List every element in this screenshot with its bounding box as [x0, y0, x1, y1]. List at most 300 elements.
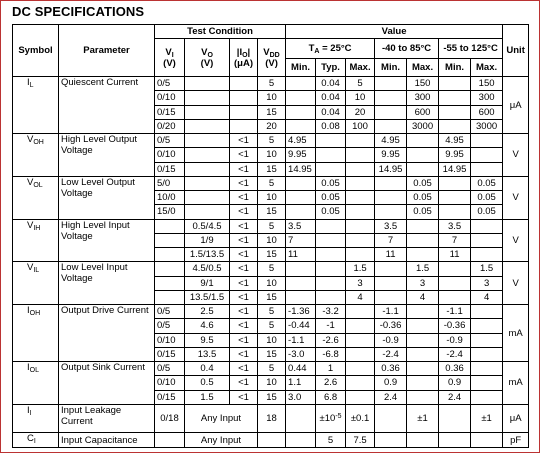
value-cell: 0.04 — [316, 105, 346, 119]
value-cell: 11 — [286, 248, 316, 262]
value-cell — [471, 433, 503, 448]
value-cell: 1.5 — [346, 262, 375, 276]
value-cell — [407, 333, 439, 347]
value-cell: 7 — [439, 233, 471, 247]
table-row — [13, 219, 529, 233]
value-cell — [346, 305, 375, 319]
header-max: Max. — [471, 59, 503, 77]
table-row — [13, 305, 529, 319]
value-cell — [439, 276, 471, 290]
page-title: DC SPECIFICATIONS — [12, 4, 145, 19]
value-cell: <1 — [230, 205, 258, 219]
header-ta-25: $T_A = 25^\circ C$ — [286, 39, 375, 59]
value-cell: 0.05 — [471, 191, 503, 205]
value-cell: 2.5 — [185, 305, 230, 319]
value-cell: 300 — [471, 91, 503, 105]
value-cell: <1 — [230, 191, 258, 205]
parameter-cell: Input Leakage Current — [59, 404, 155, 433]
value-cell: 0/10 — [155, 91, 185, 105]
value-cell: 4.95 — [286, 134, 316, 148]
value-cell — [185, 134, 230, 148]
header-min: Min. — [375, 59, 407, 77]
value-cell: -0.9 — [439, 333, 471, 347]
value-cell — [471, 319, 503, 333]
symbol-cell — [13, 219, 59, 262]
value-cell — [375, 290, 407, 304]
symbol-subscript: OL — [33, 181, 43, 189]
header-range-85: -40 to 85°C — [375, 39, 439, 59]
value-cell: 0.36 — [439, 362, 471, 376]
parameter-cell: Low Level Output Voltage — [59, 176, 155, 219]
value-cell — [155, 433, 185, 448]
value-cell — [471, 219, 503, 233]
value-cell: 0.4 — [185, 362, 230, 376]
value-cell: 4.5/0.5 — [185, 262, 230, 276]
header-unit: Unit — [503, 25, 529, 77]
value-cell: -6.8 — [316, 347, 346, 361]
value-cell — [230, 105, 258, 119]
value-cell: 2.4 — [439, 390, 471, 404]
value-cell: 3 — [346, 276, 375, 290]
value-cell: <1 — [230, 333, 258, 347]
value-cell — [407, 219, 439, 233]
header-vdd: $V_{DD}$ (V) — [258, 39, 286, 77]
value-cell: <1 — [230, 262, 258, 276]
value-cell: 1.5 — [471, 262, 503, 276]
value-cell — [471, 134, 503, 148]
value-cell: 10 — [258, 191, 286, 205]
value-cell: -0.36 — [439, 319, 471, 333]
value-cell: -1.1 — [439, 305, 471, 319]
value-cell — [471, 248, 503, 262]
value-cell — [375, 262, 407, 276]
value-cell: 15 — [258, 205, 286, 219]
value-cell — [439, 91, 471, 105]
value-cell: 0.05 — [407, 205, 439, 219]
value-cell — [407, 233, 439, 247]
header-min: Min. — [439, 59, 471, 77]
value-cell: 10 — [258, 148, 286, 162]
value-cell: 5 — [258, 319, 286, 333]
symbol-cell — [13, 176, 59, 219]
value-cell: 5 — [258, 262, 286, 276]
value-cell: <1 — [230, 219, 258, 233]
symbol-letter: C — [27, 433, 34, 445]
value-cell: 15 — [258, 162, 286, 176]
value-cell — [471, 347, 503, 361]
value-cell: 3.5 — [439, 219, 471, 233]
value-cell: -0.44 — [286, 319, 316, 333]
value-cell — [407, 305, 439, 319]
value-cell: 15 — [258, 347, 286, 361]
table-row — [13, 404, 529, 433]
value-cell: 1.1 — [286, 376, 316, 390]
value-cell: 20 — [346, 105, 375, 119]
value-cell — [407, 134, 439, 148]
value-cell — [375, 404, 407, 433]
value-cell — [439, 404, 471, 433]
value-cell: <1 — [230, 305, 258, 319]
value-cell — [185, 148, 230, 162]
value-cell: 150 — [407, 77, 439, 91]
header-typ: Typ. — [316, 59, 346, 77]
value-cell — [471, 305, 503, 319]
value-cell — [286, 205, 316, 219]
value-cell: 300 — [407, 91, 439, 105]
symbol-letter: I — [27, 305, 30, 316]
value-cell — [258, 433, 286, 448]
header-vo: $V_O$ (V) — [185, 39, 230, 77]
value-cell — [316, 148, 346, 162]
symbol-subscript: IH — [33, 224, 41, 232]
value-cell: 0/5 — [155, 319, 185, 333]
value-cell: <1 — [230, 134, 258, 148]
unit-cell: V — [503, 176, 529, 219]
value-cell: 15/0 — [155, 205, 185, 219]
value-cell: 9/1 — [185, 276, 230, 290]
symbol-subscript: L — [29, 82, 34, 89]
value-cell: 2.4 — [375, 390, 407, 404]
value-cell — [155, 276, 185, 290]
value-cell: 5 — [316, 433, 346, 448]
value-cell — [155, 233, 185, 247]
value-cell: 10/0 — [155, 191, 185, 205]
value-cell — [346, 162, 375, 176]
value-cell — [185, 105, 230, 119]
value-cell: 14.95 — [439, 162, 471, 176]
value-cell: 0.9 — [439, 376, 471, 390]
value-cell — [407, 362, 439, 376]
symbol-cell — [13, 262, 59, 305]
value-cell — [230, 91, 258, 105]
value-cell: 1.5 — [185, 390, 230, 404]
value-cell: 600 — [471, 105, 503, 119]
value-cell: <1 — [230, 148, 258, 162]
value-cell — [407, 390, 439, 404]
value-cell — [439, 176, 471, 190]
table-row — [13, 433, 529, 448]
value-cell — [286, 191, 316, 205]
value-cell: ±1 — [407, 404, 439, 433]
value-cell: <1 — [230, 362, 258, 376]
value-cell — [185, 162, 230, 176]
value-cell: ±0.1 — [346, 404, 375, 433]
value-cell: 13.5 — [185, 347, 230, 361]
parameter-cell: Low Level Input Voltage — [59, 262, 155, 305]
value-cell — [155, 248, 185, 262]
unit-cell: μA — [503, 77, 529, 134]
value-cell — [286, 91, 316, 105]
symbol-subscript: OL — [29, 367, 39, 374]
value-cell: 10 — [258, 233, 286, 247]
value-cell: 3 — [471, 276, 503, 290]
value-cell: 0/20 — [155, 119, 185, 133]
value-cell: 15 — [258, 248, 286, 262]
value-cell — [155, 219, 185, 233]
value-cell: 5 — [258, 134, 286, 148]
value-cell — [346, 333, 375, 347]
value-cell — [471, 390, 503, 404]
value-cell — [185, 191, 230, 205]
value-cell — [375, 91, 407, 105]
value-cell: 0.05 — [316, 176, 346, 190]
value-cell — [346, 191, 375, 205]
value-cell: 0.44 — [286, 362, 316, 376]
value-cell — [155, 262, 185, 276]
value-cell — [230, 119, 258, 133]
symbol-letter: V — [27, 262, 34, 274]
value-cell: 0.08 — [316, 119, 346, 133]
value-cell: 10 — [258, 276, 286, 290]
value-cell: 5 — [258, 219, 286, 233]
value-cell — [375, 176, 407, 190]
value-cell: 0.36 — [375, 362, 407, 376]
parameter-cell: Input Capacitance — [59, 433, 155, 448]
header-min: Min. — [286, 59, 316, 77]
value-cell — [346, 376, 375, 390]
value-cell — [439, 191, 471, 205]
parameter-cell: High Level Input Voltage — [59, 219, 155, 262]
parameter-cell: Quiescent Current — [59, 77, 155, 134]
value-cell — [185, 91, 230, 105]
value-cell — [407, 148, 439, 162]
value-cell: 10 — [258, 376, 286, 390]
value-cell: <1 — [230, 162, 258, 176]
value-cell: -1 — [316, 319, 346, 333]
header-value: Value — [286, 25, 503, 39]
value-cell — [185, 176, 230, 190]
symbol-letter: V — [27, 176, 34, 188]
header-symbol: Symbol — [13, 25, 59, 77]
value-cell: 5 — [346, 77, 375, 91]
value-cell: 15 — [258, 105, 286, 119]
value-cell: 0/15 — [155, 347, 185, 361]
value-cell — [439, 105, 471, 119]
value-cell — [316, 162, 346, 176]
unit-cell: V — [503, 262, 529, 305]
value-cell: 0.9 — [375, 376, 407, 390]
value-cell: 1.5/13.5 — [185, 248, 230, 262]
symbol-subscript: IL — [33, 267, 40, 275]
unit-cell: μA — [503, 404, 529, 433]
value-cell — [375, 77, 407, 91]
header-parameter: Parameter — [59, 25, 155, 77]
value-cell — [346, 134, 375, 148]
value-cell: 7 — [375, 233, 407, 247]
symbol-subscript: I — [33, 438, 36, 446]
value-cell: -3.0 — [286, 347, 316, 361]
value-cell: 3000 — [471, 119, 503, 133]
value-cell: <1 — [230, 390, 258, 404]
value-cell: 20 — [258, 119, 286, 133]
symbol-letter: V — [27, 219, 34, 231]
value-cell: 9.95 — [375, 148, 407, 162]
value-cell: -0.36 — [375, 319, 407, 333]
value-cell: -2.4 — [375, 347, 407, 361]
value-cell: 14.95 — [286, 162, 316, 176]
value-cell: <1 — [230, 276, 258, 290]
value-cell: 1/9 — [185, 233, 230, 247]
value-cell: 4 — [407, 290, 439, 304]
value-cell — [346, 219, 375, 233]
symbol-letter: V — [27, 134, 34, 145]
symbol-cell — [13, 305, 59, 362]
value-cell: 3.5 — [286, 219, 316, 233]
symbol-letter: I — [27, 404, 30, 416]
unit-cell: V — [503, 134, 529, 177]
value-cell: 5 — [258, 77, 286, 91]
parameter-cell: Output Sink Current — [59, 362, 155, 405]
value-cell — [286, 176, 316, 190]
value-cell — [286, 290, 316, 304]
value-cell: 9.95 — [286, 148, 316, 162]
value-cell — [155, 290, 185, 304]
symbol-cell — [13, 433, 59, 448]
value-cell: 150 — [471, 77, 503, 91]
value-cell — [286, 276, 316, 290]
value-cell — [346, 347, 375, 361]
value-cell: -1.1 — [375, 305, 407, 319]
value-cell — [316, 219, 346, 233]
header-test-condition: Test Condition — [155, 25, 286, 39]
value-cell: 5 — [258, 362, 286, 376]
value-cell: 0/10 — [155, 148, 185, 162]
table-row — [13, 362, 529, 376]
value-cell — [375, 119, 407, 133]
value-cell — [316, 248, 346, 262]
value-cell — [346, 205, 375, 219]
value-cell — [439, 77, 471, 91]
parameter-cell: Output Drive Current — [59, 305, 155, 362]
value-cell: -1.36 — [286, 305, 316, 319]
value-cell — [286, 433, 316, 448]
typ-base: ±10 — [319, 413, 336, 425]
value-cell — [439, 290, 471, 304]
value-cell: 0/5 — [155, 305, 185, 319]
value-cell: <1 — [230, 248, 258, 262]
value-cell — [407, 162, 439, 176]
value-cell: -2.6 — [316, 333, 346, 347]
value-cell: 0.05 — [407, 176, 439, 190]
value-cell: <1 — [230, 290, 258, 304]
value-cell — [407, 347, 439, 361]
value-cell — [286, 105, 316, 119]
table-row — [13, 134, 529, 148]
value-cell — [439, 433, 471, 448]
typ-exponent: -5 — [335, 413, 342, 421]
parameter-cell: High Level Output Voltage — [59, 134, 155, 177]
value-cell — [346, 248, 375, 262]
value-cell — [185, 205, 230, 219]
value-cell: 4 — [471, 290, 503, 304]
symbol-subscript: OH — [29, 310, 41, 317]
unit-cell: pF — [503, 433, 529, 448]
value-cell — [375, 205, 407, 219]
symbol-subscript: OH — [33, 139, 44, 146]
value-cell: 7.5 — [346, 433, 375, 448]
value-cell — [316, 276, 346, 290]
value-cell: 1.5 — [407, 262, 439, 276]
value-cell: 0.04 — [316, 77, 346, 91]
value-cell: -3.2 — [316, 305, 346, 319]
value-cell — [471, 362, 503, 376]
value-cell — [346, 390, 375, 404]
value-cell: 3.5 — [375, 219, 407, 233]
value-cell — [471, 148, 503, 162]
symbol-cell — [13, 404, 59, 433]
value-cell: <1 — [230, 347, 258, 361]
value-cell: 9.5 — [185, 333, 230, 347]
value-cell: 0.05 — [407, 191, 439, 205]
value-cell: 3000 — [407, 119, 439, 133]
symbol-cell — [13, 362, 59, 405]
value-cell — [471, 162, 503, 176]
unit-cell: mA — [503, 362, 529, 405]
value-cell: 0/15 — [155, 390, 185, 404]
value-cell: <1 — [230, 376, 258, 390]
header-range-125: -55 to 125°C — [439, 39, 503, 59]
value-cell: <1 — [230, 176, 258, 190]
value-cell: 3 — [407, 276, 439, 290]
value-cell — [407, 376, 439, 390]
value-cell — [471, 233, 503, 247]
value-cell: 13.5/1.5 — [185, 290, 230, 304]
value-cell — [346, 148, 375, 162]
value-cell: 600 — [407, 105, 439, 119]
value-cell: 0/15 — [155, 105, 185, 119]
value-cell: 6.8 — [316, 390, 346, 404]
value-cell — [407, 248, 439, 262]
value-cell — [286, 262, 316, 276]
value-cell — [286, 119, 316, 133]
condition-cell: Any Input — [185, 404, 258, 433]
symbol-cell — [13, 77, 59, 134]
dc-specifications-table — [12, 24, 529, 448]
value-cell: 0.5 — [185, 376, 230, 390]
table-body — [13, 77, 529, 448]
value-cell — [471, 333, 503, 347]
value-cell: 3.0 — [286, 390, 316, 404]
value-cell — [407, 319, 439, 333]
value-cell: 0.05 — [316, 191, 346, 205]
table-row — [13, 77, 529, 91]
value-cell: 10 — [258, 91, 286, 105]
symbol-letter: I — [27, 362, 30, 373]
value-cell: 11 — [439, 248, 471, 262]
value-cell — [375, 433, 407, 448]
value-cell: 0/18 — [155, 404, 185, 433]
value-cell: 9.95 — [439, 148, 471, 162]
value-cell: 0/10 — [155, 333, 185, 347]
value-cell — [316, 233, 346, 247]
value-cell: 0.05 — [471, 205, 503, 219]
value-cell: 0/5 — [155, 362, 185, 376]
value-cell: 4.95 — [439, 134, 471, 148]
value-cell — [230, 77, 258, 91]
value-cell: 15 — [258, 290, 286, 304]
value-cell — [439, 205, 471, 219]
value-cell: 0/15 — [155, 162, 185, 176]
value-cell — [346, 233, 375, 247]
value-cell — [286, 77, 316, 91]
value-cell: 10 — [258, 333, 286, 347]
header-max: Max. — [346, 59, 375, 77]
value-cell: 5 — [258, 305, 286, 319]
unit-cell: V — [503, 219, 529, 262]
value-cell — [346, 362, 375, 376]
value-cell: 100 — [346, 119, 375, 133]
value-cell: 15 — [258, 390, 286, 404]
